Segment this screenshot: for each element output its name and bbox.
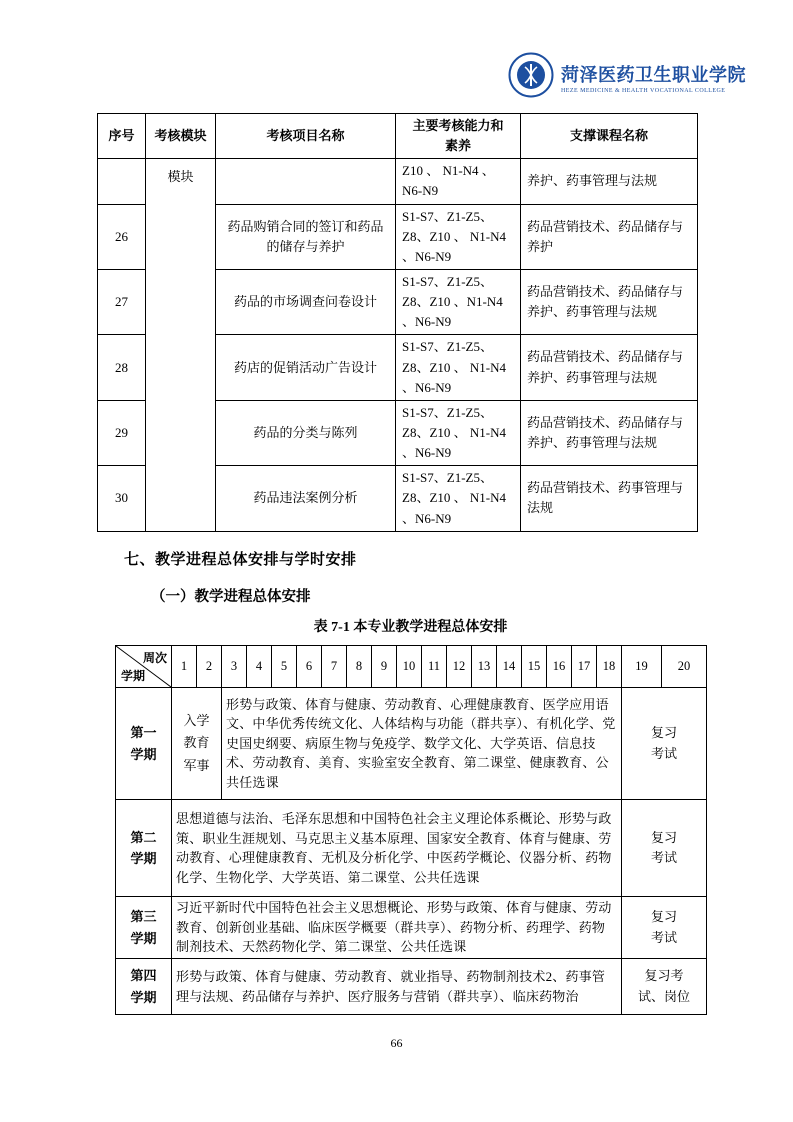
week-header: 14 <box>497 646 522 688</box>
cell-project: 药店的促销活动广告设计 <box>216 335 396 400</box>
content-cell: 形势与政策、体育与健康、劳动教育、就业指导、药物制剂技术2、药事管理与法规、药品储存与养护、医疗服务与营销（群共享）、临床药物治 <box>172 959 622 1015</box>
college-name-cn: 菏泽医药卫生职业学院 <box>561 65 746 85</box>
exam-cell: 复习考试、岗位 <box>622 959 707 1015</box>
college-name-en: HEZE MEDICINE & HEALTH VOCATIONAL COLLEGE <box>561 88 726 94</box>
cell-courses: 药品营销技术、药品储存与养护 <box>521 204 698 269</box>
cell-ability: S1-S7、Z1-Z5、Z8、Z10 、 N1-N4 、N6-N9 <box>396 466 521 531</box>
cell-courses: 药品营销技术、药品储存与养护、药事管理与法规 <box>521 400 698 465</box>
cell-ability: S1-S7、Z1-Z5、Z8、Z10 、 N1-N4 、N6-N9 <box>396 335 521 400</box>
page-number: 66 <box>390 1036 403 1050</box>
week-header: 15 <box>522 646 547 688</box>
cell-ability: S1-S7、Z1-Z5、Z8、Z10 、N1-N4 、N6-N9 <box>396 269 521 334</box>
semester-row <box>116 800 707 897</box>
cell-courses: 药品营销技术、药品储存与养护、药事管理与法规 <box>521 335 698 400</box>
college-logo <box>508 52 746 103</box>
week-header: 4 <box>247 646 272 688</box>
week-header: 12 <box>447 646 472 688</box>
semester-cell: 第二学期 <box>116 800 172 897</box>
corner-label-weeks: 周次 <box>142 651 167 665</box>
cell-ability: S1-S7、Z1-Z5、Z8、Z10 、 N1-N4 、N6-N9 <box>396 204 521 269</box>
cell-project <box>216 159 396 204</box>
table-caption: 表 7-1 本专业教学进程总体安排 <box>313 620 508 635</box>
semester-cell: 第三学期 <box>116 897 172 959</box>
header-no: 序号 <box>98 114 146 159</box>
week-header: 3 <box>222 646 247 688</box>
semester-cell: 第一学期 <box>116 688 172 800</box>
intro-cell: 入学教育军事 <box>172 688 222 800</box>
cell-project: 药品购销合同的签订和药品的储存与养护 <box>216 204 396 269</box>
semester-row <box>116 897 707 959</box>
header-ability: 主要考核能力和素养 <box>396 114 521 159</box>
cell-courses: 养护、药事管理与法规 <box>521 159 698 204</box>
semester-row <box>116 959 707 1015</box>
week-header: 5 <box>272 646 297 688</box>
cell-courses: 药品营销技术、药品储存与养护、药事管理与法规 <box>521 269 698 334</box>
semester-cell: 第四学期 <box>116 959 172 1015</box>
semester-row <box>116 688 707 800</box>
header-project: 考核项目名称 <box>216 114 396 159</box>
college-emblem-icon <box>508 52 554 103</box>
corner-label-semester: 学期 <box>121 669 146 683</box>
week-header: 18 <box>597 646 622 688</box>
subsection-heading: （一）教学进程总体安排 <box>151 589 311 605</box>
corner-cell <box>116 646 172 688</box>
cell-no: 27 <box>98 269 146 334</box>
table-row <box>98 159 698 204</box>
week-header: 2 <box>197 646 222 688</box>
assessment-header-row <box>98 114 698 159</box>
cell-project: 药品违法案例分析 <box>216 466 396 531</box>
header-module: 考核模块 <box>146 114 216 159</box>
cell-no: 26 <box>98 204 146 269</box>
schedule-table <box>115 645 707 1015</box>
week-header: 6 <box>297 646 322 688</box>
week-header: 13 <box>472 646 497 688</box>
exam-cell: 复习考试 <box>622 688 707 800</box>
section-heading: 七、教学进程总体安排与学时安排 <box>124 552 357 568</box>
schedule-header-row <box>116 646 707 688</box>
week-header: 19 <box>622 646 662 688</box>
content-cell: 思想道德与法治、毛泽东思想和中国特色社会主义理论体系概论、形势与政策、职业生涯规划、马克思主义基本原理、国家安全教育、体育与健康、劳动教育、心理健康教育、无机及分析化学、中医药学概论、仪器分析、药物化学、生物化学、大学英语、第二课堂、公共任选课 <box>172 800 622 897</box>
cell-no <box>98 159 146 204</box>
week-header: 7 <box>322 646 347 688</box>
cell-project: 药品的分类与陈列 <box>216 400 396 465</box>
header-courses: 支撑课程名称 <box>521 114 698 159</box>
cell-ability: Z10 、 N1-N4 、N6-N9 <box>396 159 521 204</box>
week-header: 1 <box>172 646 197 688</box>
module-merged-cell: 模块 <box>146 159 216 531</box>
week-header: 10 <box>397 646 422 688</box>
cell-ability: S1-S7、Z1-Z5、Z8、Z10 、 N1-N4 、N6-N9 <box>396 400 521 465</box>
cell-no: 30 <box>98 466 146 531</box>
week-header: 16 <box>547 646 572 688</box>
week-header: 8 <box>347 646 372 688</box>
week-header: 11 <box>422 646 447 688</box>
week-header: 20 <box>662 646 707 688</box>
week-header: 17 <box>572 646 597 688</box>
cell-no: 29 <box>98 400 146 465</box>
week-header: 9 <box>372 646 397 688</box>
exam-cell: 复习考试 <box>622 800 707 897</box>
content-cell: 习近平新时代中国特色社会主义思想概论、形势与政策、体育与健康、劳动教育、创新创业基础、临床医学概要（群共享）、药物分析、药理学、药物制剂技术、天然药物化学、第二课堂、公共任选课 <box>172 897 622 959</box>
cell-project: 药品的市场调查问卷设计 <box>216 269 396 334</box>
exam-cell: 复习考试 <box>622 897 707 959</box>
assessment-table <box>97 113 698 532</box>
content-cell: 形势与政策、体育与健康、劳动教育、心理健康教育、医学应用语文、中华优秀传统文化、人体结构与功能（群共享）、有机化学、党史国史纲要、病原生物与免疫学、数学文化、大学英语、信息技术、劳动教育、美育、实验室安全教育、第二课堂、健康教育、公共任选课 <box>222 688 622 800</box>
cell-no: 28 <box>98 335 146 400</box>
cell-courses: 药品营销技术、药事管理与法规 <box>521 466 698 531</box>
